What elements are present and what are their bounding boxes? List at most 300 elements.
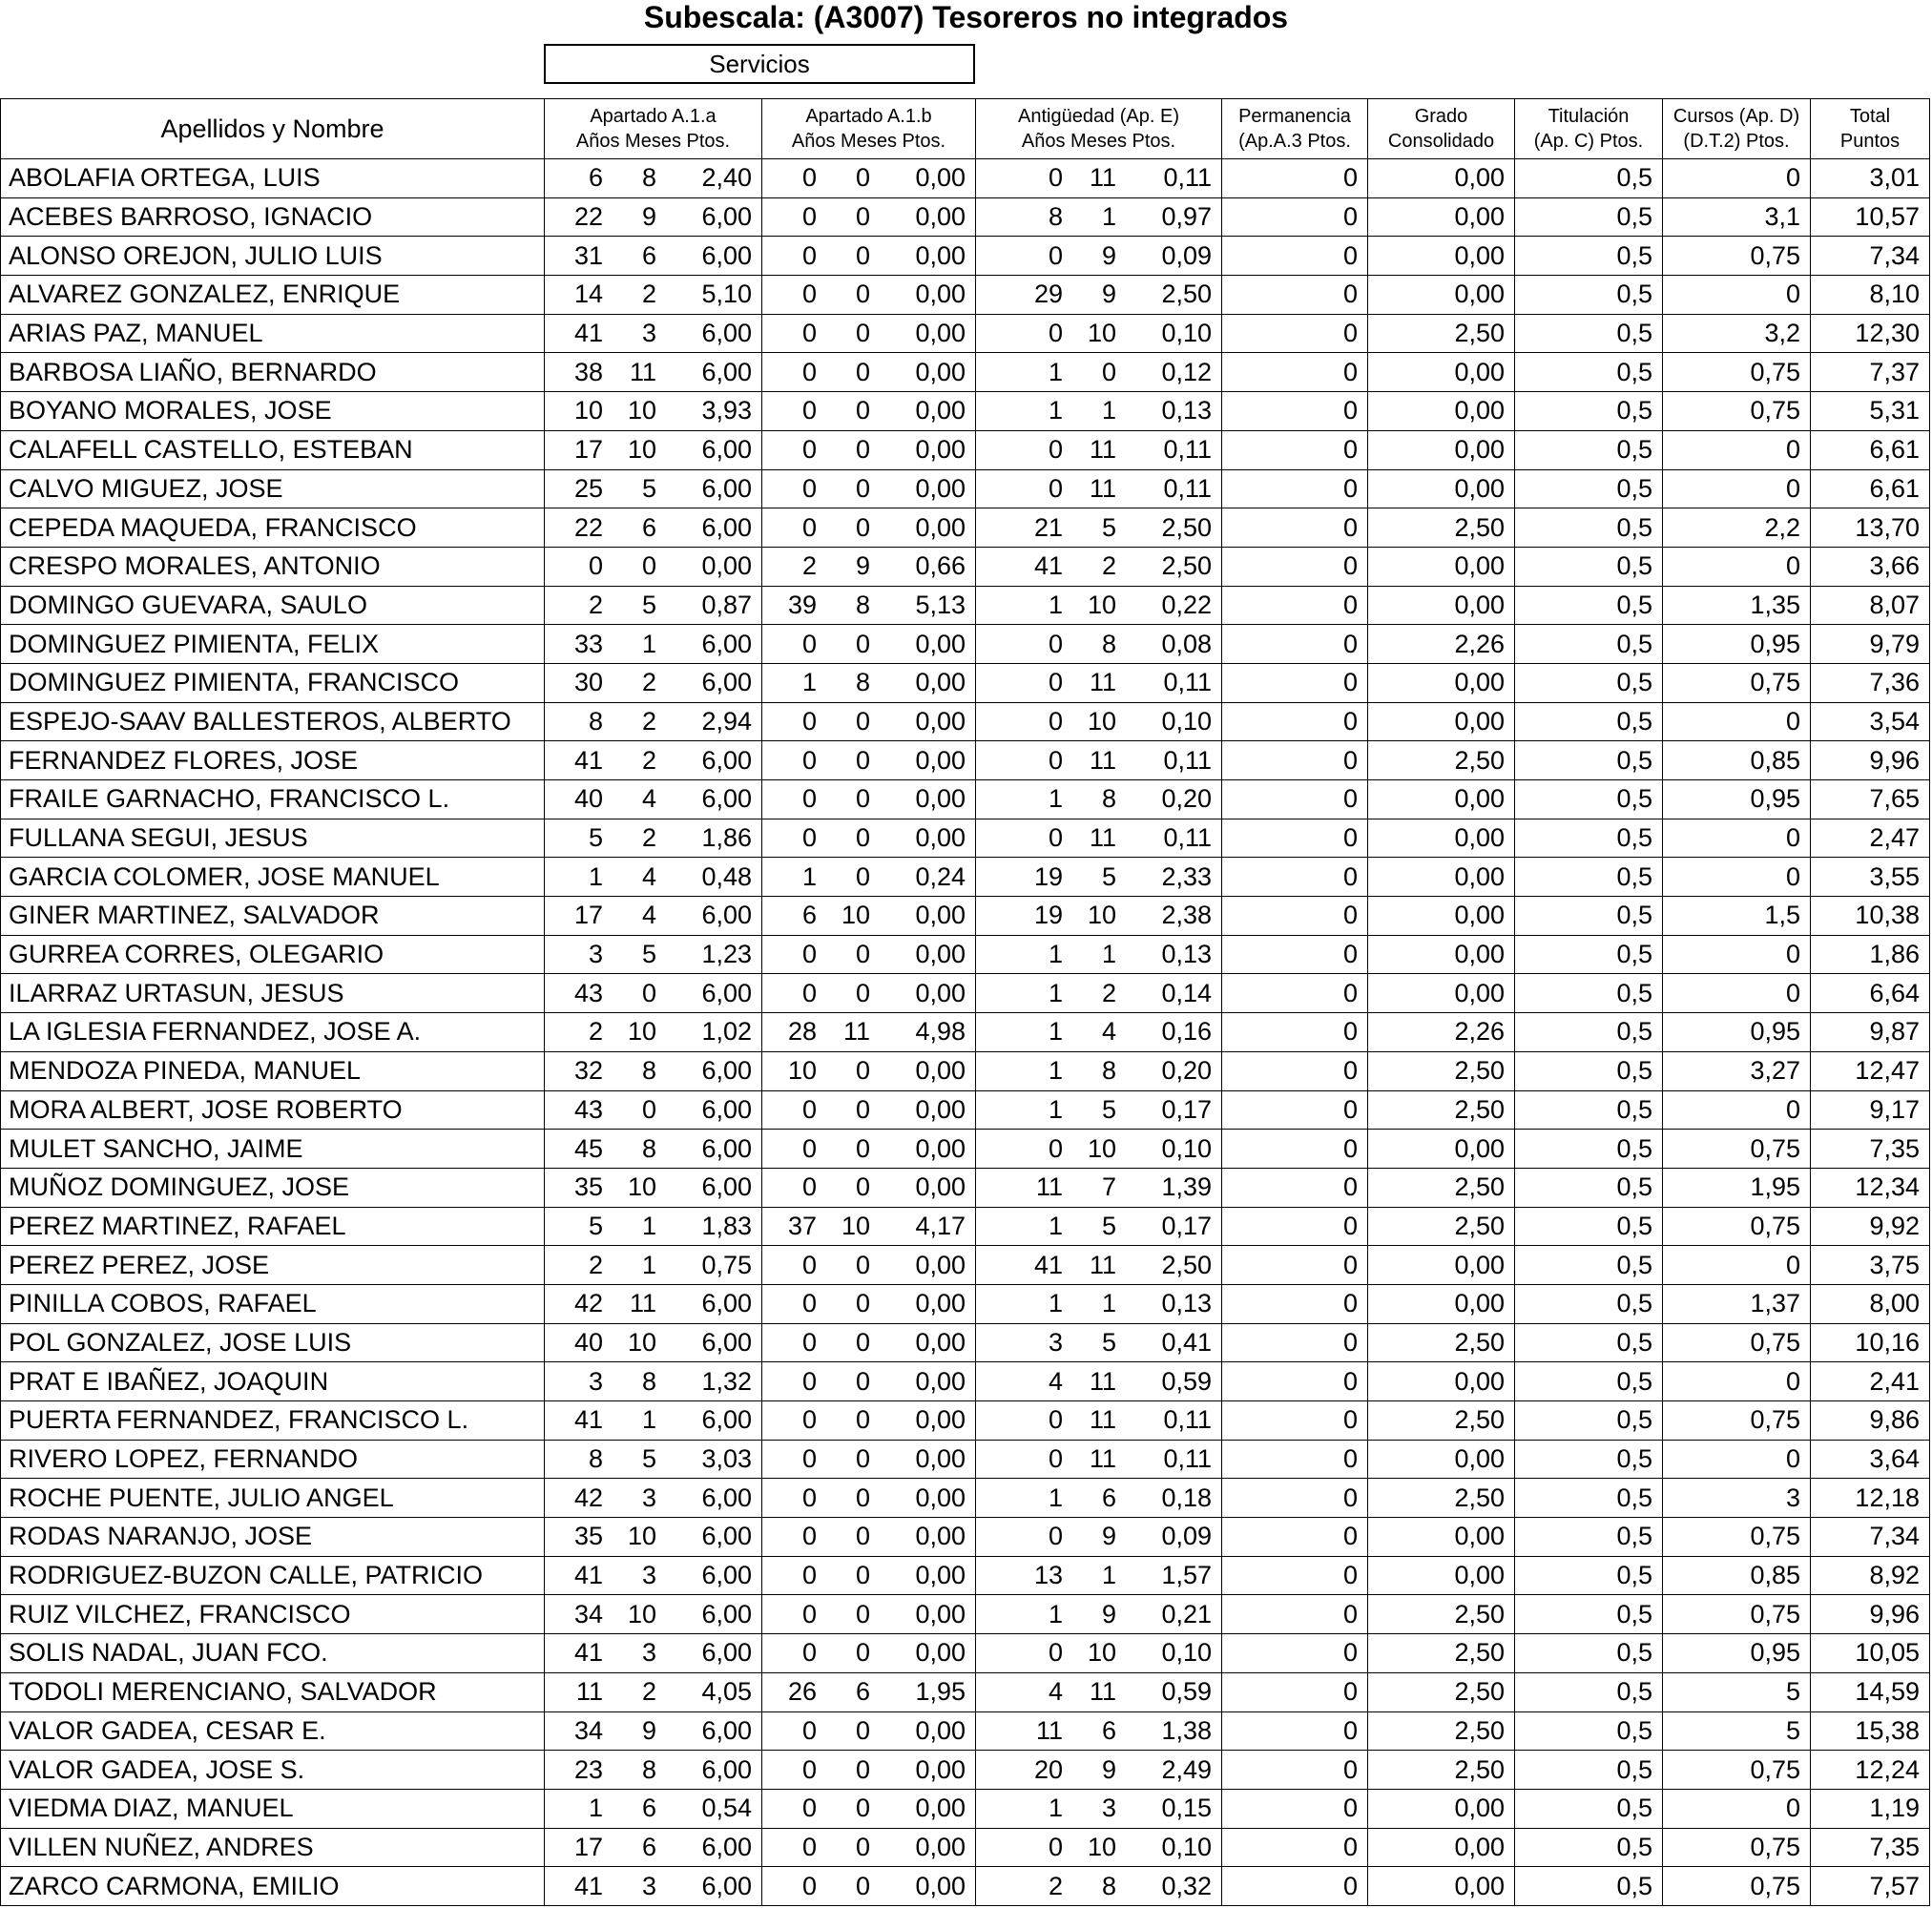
cell-permanencia: 0 (1222, 702, 1368, 741)
cell-name: GARCIA COLOMER, JOSE MANUEL (1, 858, 545, 897)
cell-apartado-a1b-meses: 0 (855, 1832, 870, 1861)
cell-antiguedad-meses: 2 (1101, 978, 1116, 1007)
cell-apartado-a1b-anos: 0 (801, 1754, 817, 1784)
table-row (1, 314, 1930, 353)
cell-apartado-a1a-anos: 2 (588, 1250, 603, 1279)
cell-apartado-a1a-meses: 10 (627, 1172, 656, 1202)
cell-apartado-a1a-meses: 2 (641, 706, 656, 736)
cell-cursos: 0 (1663, 935, 1811, 974)
cell-apartado-a1b-ptos: 0,66 (915, 551, 966, 581)
cell-apartado-a1b-meses: 0 (855, 1250, 870, 1279)
cell-antiguedad-anos: 4 (1048, 1677, 1063, 1707)
cell-cursos: 5 (1663, 1711, 1811, 1751)
cell-titulacion: 0,5 (1515, 1362, 1663, 1401)
cell-apartado-a1b-ptos: 0,00 (915, 823, 966, 853)
cell-apartado-a1b-ptos: 0,00 (915, 1056, 966, 1086)
cell-grado: 0,00 (1368, 469, 1515, 508)
cell-name: DOMINGUEZ PIMIENTA, FRANCISCO (1, 663, 545, 702)
cell-apartado-a1a (545, 935, 762, 974)
cell-apartado-a1b-ptos: 0,00 (915, 1289, 966, 1318)
cell-apartado-a1b-ptos: 0,00 (915, 1172, 966, 1202)
cell-antiguedad-anos: 0 (1048, 745, 1063, 775)
cell-apartado-a1b-meses: 0 (855, 1483, 870, 1512)
cell-permanencia: 0 (1222, 586, 1368, 625)
cell-grado: 2,50 (1368, 1479, 1515, 1518)
cell-grado: 2,50 (1368, 1090, 1515, 1130)
cell-antiguedad-meses: 8 (1101, 1871, 1116, 1900)
cell-apartado-a1b-anos: 0 (801, 1094, 817, 1124)
cell-antiguedad-meses: 8 (1101, 629, 1116, 658)
cell-antiguedad (976, 935, 1222, 974)
cell-total: 7,35 (1811, 1828, 1930, 1867)
cell-apartado-a1b-anos: 0 (801, 319, 817, 348)
cell-apartado-a1a-meses: 8 (641, 163, 656, 193)
cell-apartado-a1a-meses: 3 (641, 1483, 656, 1512)
cell-grado: 0,00 (1368, 276, 1515, 315)
cell-apartado-a1b-anos: 0 (801, 1405, 817, 1435)
table-row (1, 1246, 1930, 1285)
cell-apartado-a1a-anos: 41 (573, 319, 603, 348)
cell-titulacion: 0,5 (1515, 276, 1663, 315)
cell-apartado-a1b-meses: 0 (855, 1327, 870, 1357)
cell-grado: 0,00 (1368, 935, 1515, 974)
cell-cursos: 3 (1663, 1479, 1811, 1518)
cell-grado: 0,00 (1368, 1789, 1515, 1828)
cell-total: 15,38 (1811, 1711, 1930, 1751)
cell-antiguedad-meses: 10 (1087, 901, 1116, 930)
cell-apartado-a1a-ptos: 6,00 (701, 1561, 752, 1590)
cell-antiguedad-meses: 10 (1087, 1133, 1116, 1163)
cell-antiguedad (976, 1828, 1222, 1867)
cell-antiguedad-meses: 9 (1101, 1522, 1116, 1551)
cell-apartado-a1a (545, 237, 762, 276)
cell-apartado-a1b-ptos: 0,00 (915, 1094, 966, 1124)
cell-apartado-a1a (545, 1207, 762, 1246)
cell-antiguedad (976, 1751, 1222, 1790)
cell-apartado-a1b (762, 1440, 976, 1479)
cell-grado: 0,00 (1368, 197, 1515, 237)
cell-cursos: 0,85 (1663, 1556, 1811, 1595)
cell-apartado-a1a-ptos: 2,94 (701, 706, 752, 736)
cell-name: VALOR GADEA, CESAR E. (1, 1711, 545, 1751)
cell-cursos: 0 (1663, 276, 1811, 315)
cell-apartado-a1b (762, 1013, 976, 1052)
cell-total: 3,75 (1811, 1246, 1930, 1285)
cell-apartado-a1b-ptos: 4,17 (915, 1211, 966, 1240)
header-line: Puntos (1839, 131, 1901, 152)
cell-apartado-a1b-meses: 0 (855, 202, 870, 232)
cell-antiguedad (976, 1440, 1222, 1479)
cell-name: VALOR GADEA, JOSE S. (1, 1751, 545, 1790)
cell-apartado-a1b (762, 1711, 976, 1751)
cell-antiguedad-ptos: 0,21 (1161, 1599, 1212, 1628)
cell-grado: 2,50 (1368, 1634, 1515, 1673)
cell-apartado-a1b (762, 159, 976, 198)
cell-permanencia: 0 (1222, 1672, 1368, 1711)
cell-apartado-a1a-anos: 32 (573, 1056, 603, 1086)
cell-apartado-a1a-ptos: 0,00 (701, 551, 752, 581)
cell-apartado-a1a-meses: 3 (641, 1871, 656, 1900)
cell-grado: 2,50 (1368, 508, 1515, 548)
table-row (1, 702, 1930, 741)
cell-apartado-a1a-ptos: 6,00 (701, 1871, 752, 1900)
cell-permanencia: 0 (1222, 1867, 1368, 1906)
cell-antiguedad-ptos: 0,11 (1163, 668, 1212, 697)
cell-grado: 2,50 (1368, 314, 1515, 353)
cell-apartado-a1a-ptos: 6,00 (701, 901, 752, 930)
cell-apartado-a1a-ptos: 3,93 (701, 396, 752, 425)
cell-antiguedad-ptos: 0,09 (1161, 1522, 1212, 1551)
cell-apartado-a1b-meses: 0 (855, 978, 870, 1007)
cell-apartado-a1b-anos: 0 (801, 629, 817, 658)
cell-apartado-a1b (762, 897, 976, 936)
cell-antiguedad-ptos: 0,97 (1161, 202, 1212, 232)
cell-permanencia: 0 (1222, 430, 1368, 469)
cell-antiguedad (976, 237, 1222, 276)
cell-antiguedad-ptos: 0,59 (1161, 1366, 1212, 1396)
cell-antiguedad (976, 1207, 1222, 1246)
cell-antiguedad-ptos: 0,10 (1161, 319, 1212, 348)
cell-apartado-a1a (545, 1711, 762, 1751)
cell-titulacion: 0,5 (1515, 897, 1663, 936)
table-row (1, 858, 1930, 897)
cell-apartado-a1a-anos: 17 (573, 435, 603, 465)
cell-titulacion: 0,5 (1515, 1013, 1663, 1052)
cell-antiguedad (976, 1789, 1222, 1828)
cell-apartado-a1a-ptos: 6,00 (701, 1133, 752, 1163)
cell-apartado-a1a (545, 159, 762, 198)
cell-apartado-a1a-meses: 5 (641, 1444, 656, 1474)
cell-permanencia: 0 (1222, 1440, 1368, 1479)
cell-apartado-a1a-ptos: 2,40 (701, 163, 752, 193)
cell-apartado-a1a-ptos: 6,00 (701, 1327, 752, 1357)
cell-name: ALONSO OREJON, JULIO LUIS (1, 237, 545, 276)
cell-apartado-a1b-ptos: 5,13 (915, 590, 966, 619)
cell-apartado-a1b-anos: 0 (801, 745, 817, 775)
cell-antiguedad-ptos: 0,11 (1163, 163, 1212, 193)
cell-antiguedad-meses: 10 (1087, 590, 1116, 619)
table-row (1, 1013, 1930, 1052)
cell-permanencia: 0 (1222, 1711, 1368, 1751)
cell-permanencia: 0 (1222, 1284, 1368, 1323)
cell-apartado-a1b-anos: 37 (787, 1211, 817, 1240)
header-antiguedad (976, 99, 1222, 159)
cell-grado: 0,00 (1368, 1284, 1515, 1323)
cell-permanencia: 0 (1222, 935, 1368, 974)
cell-apartado-a1b-meses: 0 (855, 1871, 870, 1900)
table-row (1, 1090, 1930, 1130)
cell-antiguedad-anos: 1 (1048, 1094, 1063, 1124)
cell-apartado-a1a-anos: 34 (573, 1715, 603, 1745)
cell-apartado-a1a-ptos: 6,00 (701, 1056, 752, 1086)
cell-grado: 0,00 (1368, 974, 1515, 1013)
cell-apartado-a1b-ptos: 0,00 (915, 240, 966, 270)
cell-apartado-a1b-anos: 26 (787, 1677, 817, 1707)
cell-total: 9,79 (1811, 625, 1930, 664)
cell-apartado-a1a (545, 276, 762, 315)
header-titulacion (1515, 99, 1663, 159)
cell-antiguedad-ptos: 0,09 (1161, 240, 1212, 270)
cell-titulacion: 0,5 (1515, 819, 1663, 858)
header-line: Grado (1414, 106, 1468, 127)
cell-antiguedad-ptos: 0,20 (1161, 784, 1212, 814)
cell-titulacion: 0,5 (1515, 197, 1663, 237)
cell-apartado-a1a-ptos: 6,00 (701, 319, 752, 348)
cell-permanencia: 0 (1222, 1130, 1368, 1169)
cell-cursos: 0 (1663, 702, 1811, 741)
cell-antiguedad-ptos: 0,59 (1161, 1677, 1212, 1707)
cell-antiguedad-anos: 4 (1048, 1366, 1063, 1396)
cell-apartado-a1a-meses: 9 (641, 1715, 656, 1745)
cell-apartado-a1a-meses: 2 (641, 280, 656, 309)
cell-antiguedad-ptos: 2,49 (1161, 1754, 1212, 1784)
cell-apartado-a1a (545, 741, 762, 780)
cell-apartado-a1b-meses: 0 (855, 1172, 870, 1202)
cell-antiguedad (976, 508, 1222, 548)
cell-grado: 0,00 (1368, 547, 1515, 586)
cell-apartado-a1a-meses: 3 (641, 1561, 656, 1590)
cell-grado: 0,00 (1368, 586, 1515, 625)
cell-name: ESPEJO-SAAV BALLESTEROS, ALBERTO (1, 702, 545, 741)
cell-apartado-a1b-ptos: 0,00 (915, 1561, 966, 1590)
cell-apartado-a1a-meses: 10 (627, 1327, 656, 1357)
cell-permanencia: 0 (1222, 1518, 1368, 1557)
header-line: Años Meses Ptos. (575, 131, 731, 152)
cell-antiguedad-ptos: 0,08 (1161, 629, 1212, 658)
table-row (1, 1595, 1930, 1634)
cell-apartado-a1b-ptos: 0,00 (915, 357, 966, 386)
cell-name: VIEDMA DIAZ, MANUEL (1, 1789, 545, 1828)
table-row (1, 625, 1930, 664)
cell-cursos: 1,5 (1663, 897, 1811, 936)
cell-titulacion: 0,5 (1515, 1595, 1663, 1634)
cell-cursos: 3,2 (1663, 314, 1811, 353)
cell-apartado-a1b-anos: 0 (801, 357, 817, 386)
cell-grado: 0,00 (1368, 1246, 1515, 1285)
table-row (1, 1479, 1930, 1518)
cell-apartado-a1b-ptos: 0,00 (915, 1366, 966, 1396)
cell-total: 8,07 (1811, 586, 1930, 625)
cell-total: 1,86 (1811, 935, 1930, 974)
cell-titulacion: 0,5 (1515, 586, 1663, 625)
cell-apartado-a1b-meses: 0 (855, 1094, 870, 1124)
table-row (1, 1711, 1930, 1751)
cell-antiguedad-meses: 11 (1089, 1405, 1116, 1435)
cell-antiguedad-meses: 1 (1101, 202, 1116, 232)
cell-total: 12,18 (1811, 1479, 1930, 1518)
cell-grado: 2,26 (1368, 625, 1515, 664)
cell-apartado-a1a-anos: 17 (573, 901, 603, 930)
cell-total: 10,05 (1811, 1634, 1930, 1673)
cell-permanencia: 0 (1222, 1362, 1368, 1401)
cell-antiguedad-meses: 11 (1089, 1444, 1116, 1474)
cell-cursos: 0,95 (1663, 625, 1811, 664)
cell-apartado-a1a-ptos: 6,00 (701, 1522, 752, 1551)
cell-total: 1,19 (1811, 1789, 1930, 1828)
cell-antiguedad-ptos: 0,11 (1163, 1444, 1212, 1474)
table-row (1, 1634, 1930, 1673)
cell-apartado-a1b-anos: 0 (801, 784, 817, 814)
cell-apartado-a1b-meses: 0 (855, 861, 870, 891)
cell-apartado-a1b (762, 586, 976, 625)
cell-apartado-a1b (762, 237, 976, 276)
cell-permanencia: 0 (1222, 392, 1368, 431)
cell-name: ABOLAFIA ORTEGA, LUIS (1, 159, 545, 198)
cell-cursos: 0 (1663, 1440, 1811, 1479)
cell-apartado-a1a-meses: 8 (641, 1754, 656, 1784)
cell-apartado-a1b (762, 1751, 976, 1790)
cell-permanencia: 0 (1222, 353, 1368, 392)
cell-antiguedad (976, 1556, 1222, 1595)
cell-apartado-a1a (545, 1130, 762, 1169)
cell-antiguedad-meses: 11 (1089, 668, 1116, 697)
cell-apartado-a1b (762, 1168, 976, 1207)
header-name: Apellidos y Nombre (1, 99, 545, 159)
cell-antiguedad (976, 276, 1222, 315)
cell-apartado-a1a-anos: 34 (573, 1599, 603, 1628)
cell-antiguedad (976, 1711, 1222, 1751)
cell-apartado-a1b-ptos: 0,00 (915, 473, 966, 503)
cell-permanencia: 0 (1222, 897, 1368, 936)
cell-antiguedad-anos: 1 (1048, 590, 1063, 619)
cell-antiguedad (976, 780, 1222, 819)
cell-apartado-a1a-ptos: 1,32 (701, 1366, 752, 1396)
cell-apartado-a1b-meses: 0 (855, 357, 870, 386)
cell-apartado-a1a-ptos: 6,00 (701, 978, 752, 1007)
cell-titulacion: 0,5 (1515, 430, 1663, 469)
cell-apartado-a1a (545, 197, 762, 237)
cell-antiguedad (976, 625, 1222, 664)
cell-permanencia: 0 (1222, 197, 1368, 237)
cell-antiguedad-meses: 8 (1101, 1056, 1116, 1086)
cell-total: 2,41 (1811, 1362, 1930, 1401)
cell-apartado-a1b (762, 276, 976, 315)
cell-grado: 2,50 (1368, 1207, 1515, 1246)
cell-name: GURREA CORRES, OLEGARIO (1, 935, 545, 974)
cell-cursos: 0,75 (1663, 1323, 1811, 1362)
cell-total: 9,87 (1811, 1013, 1930, 1052)
cell-grado: 0,00 (1368, 1556, 1515, 1595)
cell-cursos: 0,95 (1663, 780, 1811, 819)
cell-permanencia: 0 (1222, 159, 1368, 198)
cell-apartado-a1a-ptos: 6,00 (701, 668, 752, 697)
cell-apartado-a1a (545, 625, 762, 664)
cell-apartado-a1a (545, 586, 762, 625)
cell-apartado-a1a-meses: 6 (641, 240, 656, 270)
cell-apartado-a1b-ptos: 0,00 (915, 1250, 966, 1279)
cell-apartado-a1b (762, 1479, 976, 1518)
cell-apartado-a1b-ptos: 0,00 (915, 1327, 966, 1357)
cell-titulacion: 0,5 (1515, 392, 1663, 431)
cell-titulacion: 0,5 (1515, 1130, 1663, 1169)
cell-titulacion: 0,5 (1515, 780, 1663, 819)
cell-name: PEREZ PEREZ, JOSE (1, 1246, 545, 1285)
cell-apartado-a1b-ptos: 0,00 (915, 163, 966, 193)
cell-cursos: 5 (1663, 1672, 1811, 1711)
cell-antiguedad (976, 974, 1222, 1013)
cell-apartado-a1a-ptos: 6,00 (701, 1094, 752, 1124)
cell-apartado-a1b-anos: 0 (801, 1483, 817, 1512)
cell-name: POL GONZALEZ, JOSE LUIS (1, 1323, 545, 1362)
cell-apartado-a1b (762, 1323, 976, 1362)
cell-apartado-a1b (762, 974, 976, 1013)
cell-cursos: 0,75 (1663, 1401, 1811, 1441)
cell-total: 9,86 (1811, 1401, 1930, 1441)
cell-cursos: 0,75 (1663, 663, 1811, 702)
cell-apartado-a1b-anos: 1 (801, 668, 817, 697)
cell-antiguedad-meses: 1 (1101, 1561, 1116, 1590)
table-row (1, 1401, 1930, 1441)
cell-titulacion: 0,5 (1515, 469, 1663, 508)
cell-apartado-a1a-ptos: 4,05 (701, 1677, 752, 1707)
cell-apartado-a1b (762, 1130, 976, 1169)
cell-cursos: 0 (1663, 1090, 1811, 1130)
cell-apartado-a1b-ptos: 0,00 (915, 1638, 966, 1668)
cell-antiguedad-ptos: 0,18 (1161, 1483, 1212, 1512)
cell-antiguedad-anos: 1 (1048, 1289, 1063, 1318)
cell-apartado-a1b-meses: 0 (855, 240, 870, 270)
cell-titulacion: 0,5 (1515, 1401, 1663, 1441)
cell-grado: 0,00 (1368, 237, 1515, 276)
cell-apartado-a1a (545, 1440, 762, 1479)
cell-antiguedad-meses: 10 (1087, 319, 1116, 348)
cell-apartado-a1b-meses: 0 (855, 473, 870, 503)
table-row (1, 469, 1930, 508)
cell-cursos: 0,75 (1663, 392, 1811, 431)
cell-apartado-a1a-anos: 25 (573, 473, 603, 503)
cell-apartado-a1a-ptos: 5,10 (701, 280, 752, 309)
cell-apartado-a1a (545, 1090, 762, 1130)
cell-antiguedad-anos: 41 (1033, 1250, 1063, 1279)
cell-apartado-a1a-anos: 10 (573, 396, 603, 425)
cell-titulacion: 0,5 (1515, 1789, 1663, 1828)
cell-cursos: 0,95 (1663, 1013, 1811, 1052)
cell-apartado-a1a (545, 974, 762, 1013)
cell-apartado-a1b-ptos: 0,00 (915, 1715, 966, 1745)
cell-antiguedad (976, 1246, 1222, 1285)
cell-antiguedad-anos: 11 (1035, 1715, 1063, 1745)
cell-apartado-a1b-ptos: 0,00 (915, 1405, 966, 1435)
cell-antiguedad (976, 1090, 1222, 1130)
table-row (1, 935, 1930, 974)
cell-permanencia: 0 (1222, 780, 1368, 819)
cell-antiguedad-ptos: 0,17 (1161, 1211, 1212, 1240)
cell-antiguedad (976, 392, 1222, 431)
header-line: Titulación (1548, 106, 1630, 127)
cell-apartado-a1a-anos: 41 (573, 1638, 603, 1668)
cell-antiguedad-meses: 5 (1101, 1327, 1116, 1357)
cell-cursos: 0,75 (1663, 1867, 1811, 1906)
cell-permanencia: 0 (1222, 974, 1368, 1013)
cell-antiguedad (976, 1323, 1222, 1362)
cell-apartado-a1b (762, 625, 976, 664)
cell-total: 5,31 (1811, 392, 1930, 431)
cell-apartado-a1a-meses: 11 (629, 1289, 656, 1318)
cell-antiguedad (976, 1518, 1222, 1557)
cell-name: RIVERO LOPEZ, FERNANDO (1, 1440, 545, 1479)
cell-apartado-a1a-anos: 8 (588, 706, 603, 736)
cell-apartado-a1a-meses: 10 (627, 396, 656, 425)
cell-apartado-a1a-ptos: 0,48 (701, 861, 752, 891)
cell-apartado-a1b-ptos: 0,00 (915, 706, 966, 736)
header-line: (D.T.2) Ptos. (1683, 131, 1790, 152)
cell-name: RODRIGUEZ-BUZON CALLE, PATRICIO (1, 1556, 545, 1595)
cell-antiguedad-meses: 6 (1101, 1715, 1116, 1745)
cell-permanencia: 0 (1222, 547, 1368, 586)
cell-antiguedad-ptos: 0,13 (1161, 396, 1212, 425)
cell-apartado-a1a-meses: 6 (641, 1794, 656, 1823)
cell-apartado-a1b-anos: 0 (801, 1444, 817, 1474)
